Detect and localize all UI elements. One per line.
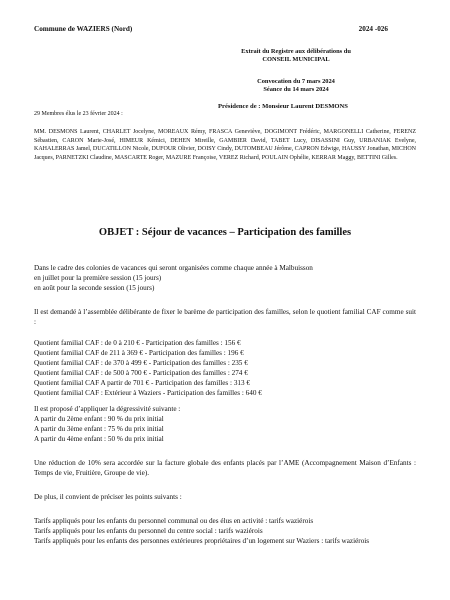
meeting-dates xyxy=(210,78,382,94)
degressivity-item: A partir du 2ème enfant : 90 % du prix initial xyxy=(34,415,164,423)
degressivity-title: Il est proposé d’appliquer la dégressivité suivante : xyxy=(34,405,181,413)
point-item: Tarifs appliqués pour les enfants du personnel communal ou des élus en activité : tarifs waziérois xyxy=(34,517,314,525)
degressivity-section xyxy=(34,404,416,444)
tariff-item: Quotient familial CAF : de 0 à 210 € - Participation des familles : 156 € xyxy=(34,339,241,347)
council-title: CONSEIL MUNICIPAL xyxy=(262,56,330,63)
tariff-list xyxy=(34,338,416,398)
point-item: Tarifs appliqués pour les enfants du personnel du centre social : tarifs waziérois xyxy=(34,527,263,535)
tariff-item: Quotient familial CAF : de 500 à 700 € - Participation des familles : 274 € xyxy=(34,369,248,377)
intro-line: Dans le cadre des colonies de vacances qui seront organisées comme chaque année à Malbuisson xyxy=(34,264,313,272)
degressivity-item: A partir du 3ème enfant : 75 % du prix initial xyxy=(34,425,164,433)
commune-name: Commune de WAZIERS (Nord) xyxy=(34,25,133,33)
tariff-item: Quotient familial CAF : de 370 à 499 € - Participation des familles : 235 € xyxy=(34,359,248,367)
point-item: Tarifs appliqués pour les enfants des personnes extérieures propriétaires d’un logement sur Waziers : tarifs waziérois xyxy=(34,537,370,545)
reduction-paragraph: Une réduction de 10% sera accordée sur la facture globale des enfants placés par l’AME (Accompagnement Maison d’Enfants : Temps de vie, Fruitière, Groupe de vie). xyxy=(34,459,416,477)
precision-text: De plus, il convient de préciser les points suivants : xyxy=(34,493,182,501)
assembly-paragraph: Il est demandé à l’assemblée délibérante de fixer le barème de participation des familles, selon le quotient familial CAF comme suit : xyxy=(34,308,416,326)
convocation-date: Convocation du 7 mars 2024 xyxy=(257,78,335,85)
deliberation-number: 2024 -026 xyxy=(358,25,388,33)
points-list xyxy=(34,516,416,546)
intro-line: en juillet pour la première session (15 jours) xyxy=(34,274,162,282)
degressivity-item: A partir du 4ème enfant : 50 % du prix initial xyxy=(34,435,164,443)
session-date: Séance du 14 mars 2024 xyxy=(263,86,329,93)
tariff-item: Quotient familial CAF : Extérieur à Waziers - Participation des familles : 640 € xyxy=(34,389,262,397)
members-list: MM. DESMONS Laurent, CHARLET Jocelyne, MOREAUX Rémy, FRASCA Geneviève, DOGIMONT Frédéric, MARGONELLI Catherine, FERENZ Sébastien, CARON Marie-José, HIMEUR Kémici, DEHEN Mireille, GAMBIER David, TABET Lucy, DISASSINI Guy, URBANIAK Evelyne, KAHALERRAS Jamel, DUCATILLON Nicole, DUFOUR Olivier, DOISY Cindy, DUTOMBEAU Jérôme, CAPRON Edwige, HAUSSY Jonathan, MICHON Jacques, PARNETZKI Claudine, MASCARTE Roger, MAZURE Françoise, VEREZ Richard, POULAIN Ophélie, KERRAR Maggy, BETTINI Gilles. xyxy=(34,129,416,161)
members-count: 29 Membres élus le 23 février 2024 : xyxy=(34,111,123,117)
intro-paragraph xyxy=(34,263,416,293)
tariff-item: Quotient familial CAF A partir de 701 € - Participation des familles : 313 € xyxy=(34,379,250,387)
intro-line: en août pour la seconde session (15 jours) xyxy=(34,284,155,292)
register-extract xyxy=(210,48,382,64)
tariff-item: Quotient familial CAF de 211 à 369 € - Participation des familles : 196 € xyxy=(34,349,244,357)
extract-line: Extrait du Registre aux délibérations du xyxy=(241,48,351,55)
presidency: Présidence de : Monsieur Laurent DESMONS xyxy=(218,103,348,110)
document-subject: OBJET : Séjour de vacances – Participation des familles xyxy=(98,227,352,238)
